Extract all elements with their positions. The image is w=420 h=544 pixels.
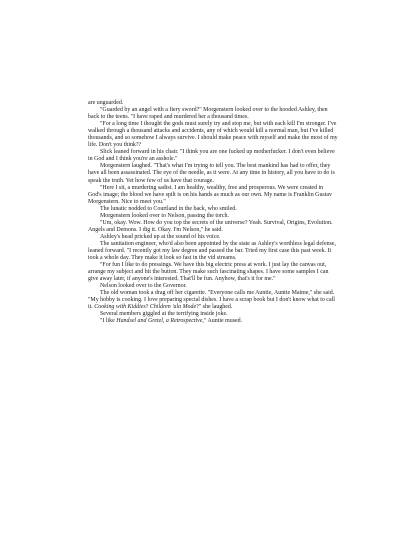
paragraph: [88, 262, 338, 283]
text-run: Several members giggled at the terrifying inside joke.: [100, 311, 228, 318]
text-run: ," Auntie mused.: [202, 318, 243, 325]
text-run: Slick leaned forward in his chair. "I think you are one fucked up motherfucker. I don't even believe in God and I think you're an asshole.": [88, 149, 335, 163]
paragraph: [88, 185, 338, 206]
text-run: "Guarded by an angel with a fiery sword?" Morgenstern looked over to the hooded Ashley, then back to the teens. "I have raped and murdered her a thousand times.: [88, 107, 328, 121]
text-run: ?" she laughed.: [196, 304, 233, 311]
paragraph: [88, 206, 338, 213]
paragraph: [88, 234, 338, 241]
paragraph: [88, 163, 338, 184]
paragraph: [88, 290, 338, 311]
body-text: [88, 100, 338, 326]
text-run: The sanitation engineer, who'd also been appointed by the state as Ashley's worthless legal defense, leaned forward. "I recently got my law degree and passed the bar. Tried my first case this past week. It took a whole day. They make it look so fast in the vid streams.: [88, 240, 337, 262]
text-run: Morgenstern laughed. "That's what I'm trying to tell you. The best mankind has had to offer, they have all been assassinated. The eye of the needle, as it were. At any time in history, all you have to do is speak the truth. Yet how few of us have that courage.: [88, 163, 335, 184]
paragraph: [88, 241, 338, 262]
paragraph: [88, 121, 338, 149]
paragraph: [88, 107, 338, 121]
text-run: Nelson looked over to the Governor.: [100, 283, 187, 290]
text-run: ?: [145, 304, 150, 311]
text-run: "Here I sit, a murdering sadist. I am healthy, wealthy, free and prosperous. We were created in God's image; the blood we have spilt is on his hands as much as our own. My name is Franklin Gustav Morgenstern. Nice to meet you.": [88, 184, 332, 205]
paragraph: [88, 213, 338, 220]
paragraph: [88, 220, 338, 234]
text-run: "Um, okay. Wow. How do you top the secrets of the universe? Yeah. Survival, Origins, Evolution. Angels and Demons. I dig it. Okay. I'm Nelson," he said.: [88, 219, 333, 233]
text-run: Morgenstern looked over to Nelson, passing the torch.: [100, 212, 230, 219]
paragraph: [88, 311, 338, 318]
text-run: are unguarded.: [88, 100, 124, 106]
text-run: Ashley's head pricked up at the sound of his voice.: [100, 233, 221, 240]
paragraph: [88, 149, 338, 163]
italic-text-run: Cooking with Kiddies: [94, 304, 146, 311]
text-run: "For a long time I thought the gods must surely try and stop me, but with each kill I'm stronger. I've walked through a thousand attacks and accidents, any of which would kill a normal man, but I've killed thousands, and so somehow I always survive. I should make peace with myself and make the most of my life. Don't you think??: [88, 121, 338, 149]
text-run: The lunatic nodded to Courtland in the back, who smiled.: [100, 205, 237, 212]
paragraph: [88, 318, 338, 325]
text-run: "I like: [100, 318, 117, 325]
text-run: "For fun I like to do pressings. We have this big electric press at work. I just lay the canvas out, arrange my subject and hit the button. They make such fascinating shapes. I have some samples I can give away later, if anyone's interested. That'll be fun. Anyhow, that's it for me.": [88, 262, 329, 283]
italic-text-run: Handsel and Gretel, a Retrospective: [116, 318, 203, 325]
text-run: The old woman took a drag off her cigarette. "Everyone calls me Auntie, Auntie Maime," she said. "My hobby is cooking. I love preparing special dishes. I have a scrap book but I don't know what to call it.: [88, 290, 335, 311]
paragraph: [88, 100, 338, 107]
italic-text-run: Children 'ala Mode: [149, 304, 197, 311]
